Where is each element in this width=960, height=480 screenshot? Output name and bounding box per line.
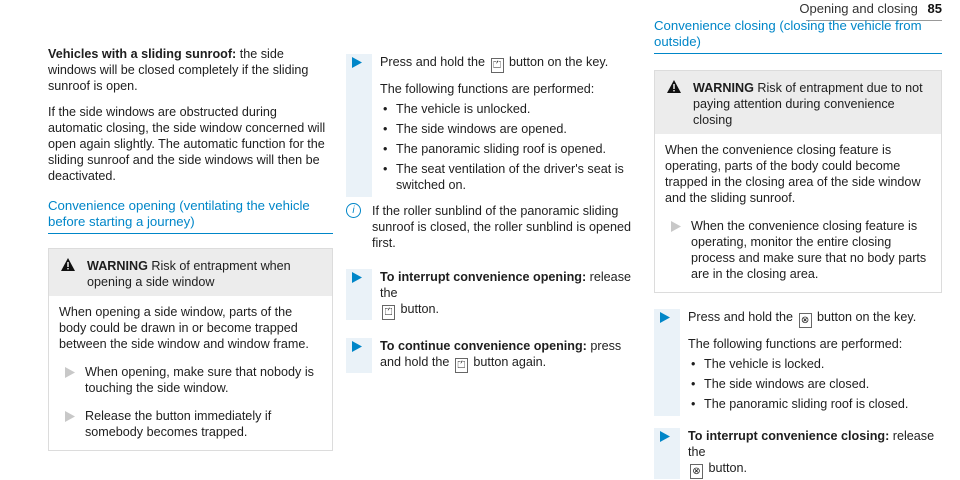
- list-item: • The vehicle is unlocked.: [383, 102, 531, 116]
- warning-step: [665, 218, 931, 282]
- step-arrow-icon: [660, 431, 670, 442]
- step-text: button on the key.: [509, 55, 609, 69]
- info-note: [346, 203, 636, 251]
- step-arrow-icon: [660, 312, 670, 323]
- functions-list: [380, 101, 636, 193]
- page-header-title: Opening and closing: [799, 1, 918, 16]
- unlock-button-icon: ⏍: [382, 305, 395, 320]
- warning-triangle-icon: [61, 258, 75, 271]
- lock-button-icon: ⊗: [799, 313, 812, 328]
- step-arrow-icon: [352, 272, 362, 283]
- warning-head-text: Risk of entrapment due to not paying attention during convenience closing: [693, 81, 923, 127]
- step-content: [372, 338, 636, 373]
- performed-text: The following functions are performed:: [688, 337, 903, 351]
- list-item: • The seat ventilation of the driver's seat is switched on.: [383, 162, 624, 192]
- column-1: [48, 46, 333, 451]
- info-icon: i: [346, 203, 361, 218]
- step-text: press and hold the: [380, 339, 622, 369]
- list-item: • The panoramic sliding roof is closed.: [691, 397, 909, 411]
- step-content: [372, 54, 636, 197]
- warning-body-text: When opening a side window, parts of the body could be drawn in or become trapped between the side window and window frame.: [59, 305, 309, 351]
- step-text: button.: [708, 461, 748, 475]
- list-item: • The vehicle is locked.: [691, 357, 825, 371]
- page-number: 85: [927, 1, 942, 16]
- section-title: Convenience closing (closing the vehicle from outside): [654, 18, 922, 49]
- instruction-step: [654, 428, 942, 479]
- step-content: [680, 309, 916, 416]
- unlock-button-icon: ⏍: [455, 358, 468, 373]
- step-arrow-icon: [65, 411, 75, 422]
- warning-step: [59, 408, 322, 440]
- warning-label: WARNING: [693, 81, 754, 95]
- warning-body-text: When the convenience closing feature is operating, parts of the body could become trapped in the closing area of the side window and the sliding sunroof.: [665, 143, 921, 205]
- instruction-step: [346, 338, 636, 373]
- list-item: • The panoramic sliding roof is opened.: [383, 142, 607, 156]
- intro-paragraph: [48, 46, 333, 94]
- section-rule: [654, 53, 942, 54]
- column-3: [654, 12, 942, 479]
- section-rule: [48, 233, 333, 234]
- warning-box: [48, 248, 333, 451]
- list-item: • The side windows are closed.: [691, 377, 870, 391]
- instruction-step: [346, 269, 636, 320]
- step-bold: To interrupt convenience closing:: [688, 429, 890, 443]
- step-arrow-icon: [352, 341, 362, 352]
- warning-body: [655, 134, 941, 292]
- intro-bold: Vehicles with a sliding sunroof:: [48, 47, 237, 61]
- step-text: Press and hold the: [380, 55, 486, 69]
- warning-label: WARNING: [87, 259, 148, 273]
- instruction-step: [654, 309, 942, 416]
- step-text: button again.: [473, 355, 547, 369]
- warning-box: [654, 70, 942, 293]
- step-text: Press and hold the: [688, 310, 794, 324]
- step-text: release the: [688, 429, 935, 459]
- step-text: release the: [380, 270, 631, 300]
- functions-list: [688, 356, 916, 412]
- step-text: button.: [400, 302, 440, 316]
- instruction-step: [346, 54, 636, 197]
- step-bold: To continue convenience opening:: [380, 339, 587, 353]
- column-2: [346, 46, 636, 373]
- warning-head-text: Risk of entrapment when opening a side window: [87, 259, 291, 289]
- step-bold: To interrupt convenience opening:: [380, 270, 587, 284]
- step-content: [372, 269, 636, 320]
- warning-step-text: Release the button immediately if somebody becomes trapped.: [85, 409, 272, 439]
- step-arrow-icon: [352, 57, 362, 68]
- warning-triangle-icon: [667, 80, 681, 93]
- section-heading-closing: [654, 18, 942, 54]
- section-title: Convenience opening (ventilating the vehicle before starting a journey): [48, 198, 310, 229]
- lock-button-icon: ⊗: [690, 464, 703, 479]
- section-heading-opening: [48, 198, 333, 234]
- warning-body: [49, 296, 332, 450]
- step-content: [680, 428, 942, 479]
- warning-header: [655, 71, 941, 134]
- list-item: • The side windows are opened.: [383, 122, 567, 136]
- performed-text: The following functions are performed:: [380, 82, 595, 96]
- info-text: If the roller sunblind of the panoramic sliding sunroof is closed, the roller sunblind is opened first.: [372, 204, 632, 250]
- warning-header: [49, 249, 332, 296]
- obstruction-paragraph: If the side windows are obstructed during automatic closing, the side window concerned will open again slightly. The automatic function for the sliding sunroof and the side windows will then be deactivated.: [48, 105, 326, 183]
- step-arrow-icon: [65, 367, 75, 378]
- intro-text: the side windows will be closed completely if the sliding sunroof is open.: [48, 47, 309, 93]
- warning-step-text: When opening, make sure that nobody is touching the side window.: [85, 365, 314, 395]
- unlock-button-icon: ⏍: [491, 58, 504, 73]
- step-arrow-icon: [671, 221, 681, 232]
- warning-step: [59, 364, 322, 396]
- warning-step-text: When the convenience closing feature is operating, monitor the entire closing process and make sure that no body parts are in the closing area.: [691, 219, 927, 281]
- step-text: button on the key.: [817, 310, 917, 324]
